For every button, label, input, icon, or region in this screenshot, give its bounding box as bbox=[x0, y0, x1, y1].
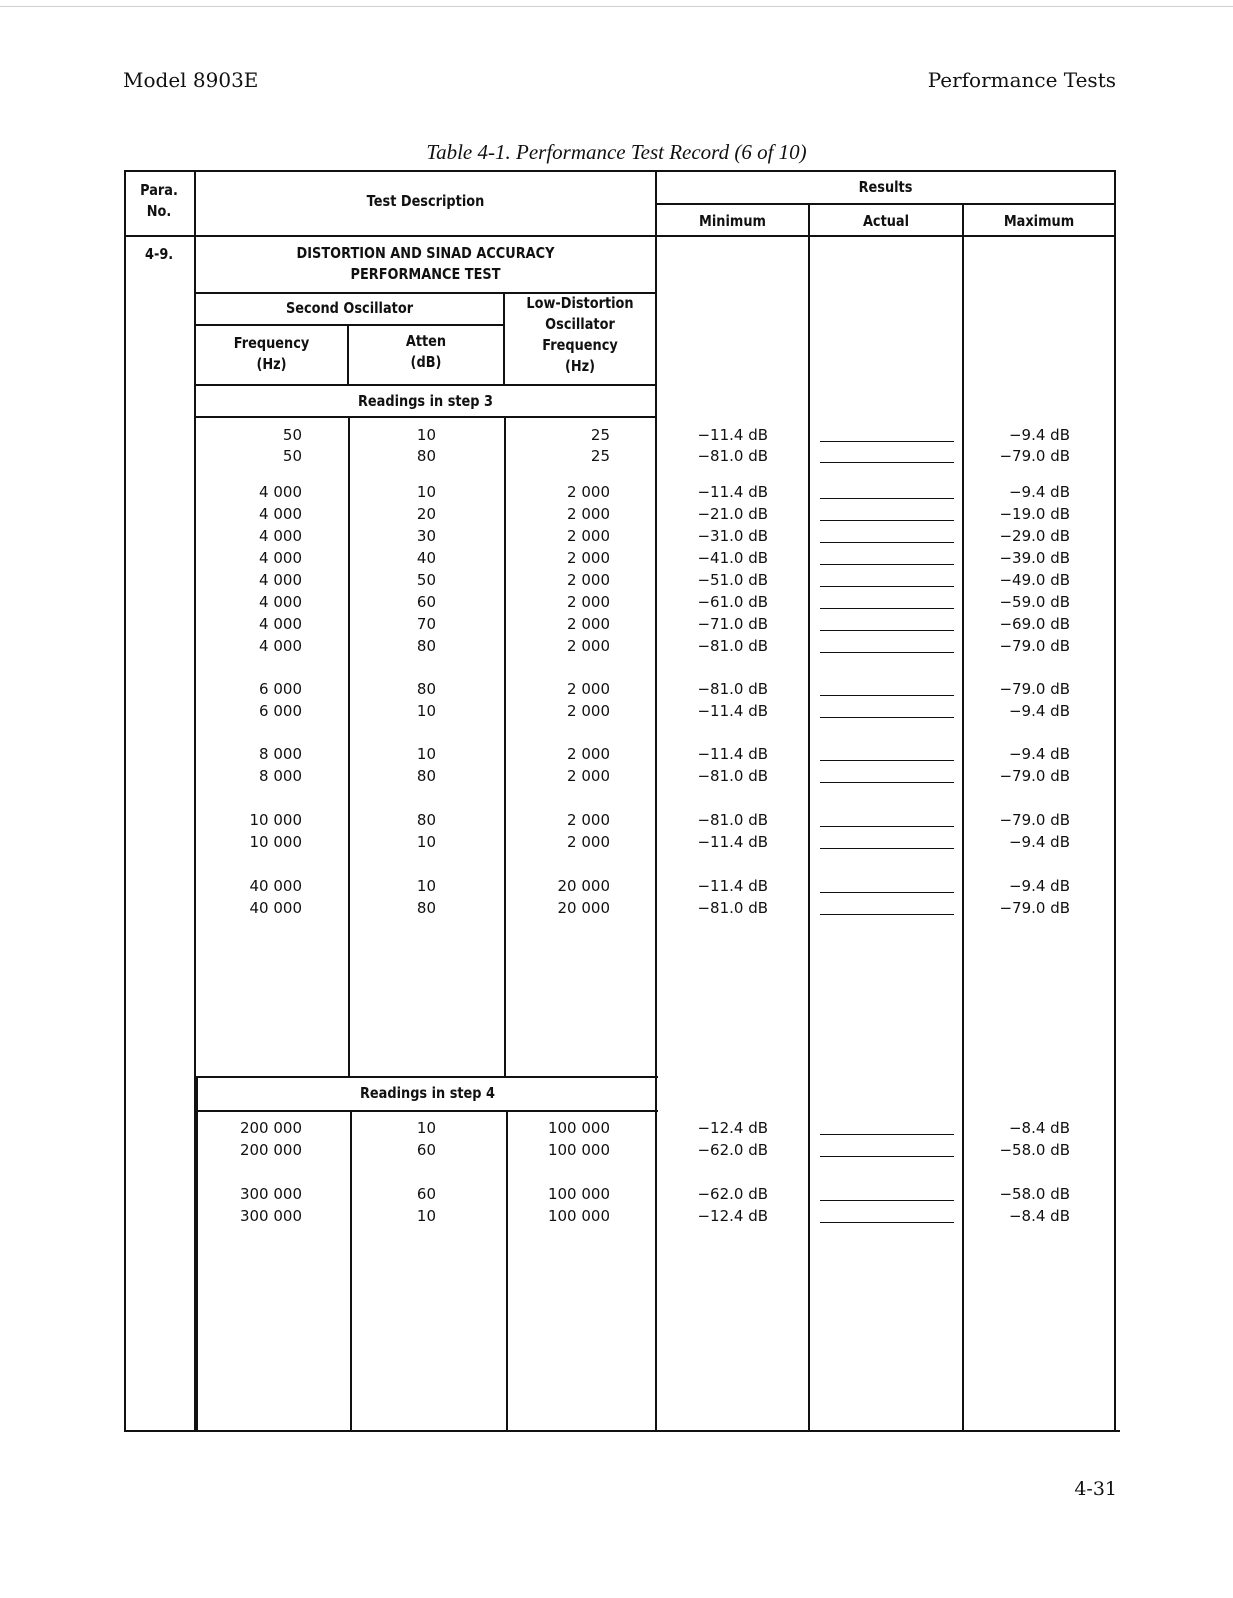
table-row: 4 000 50 2 000 −51.0 dB −49.0 dB bbox=[259, 571, 1070, 589]
table-row: 300 000 10 100 000 −12.4 dB −8.4 dB bbox=[239, 1207, 1070, 1225]
col-results-header: Results bbox=[858, 178, 913, 196]
table-row: 6 000 10 2 000 −11.4 dB −9.4 dB bbox=[259, 702, 1070, 720]
actual-blank[interactable] bbox=[820, 563, 954, 565]
table-row: 4 000 40 2 000 −41.0 dB −39.0 dB bbox=[259, 549, 1070, 567]
table-row: 40 000 10 20 000 −11.4 dB −9.4 dB bbox=[249, 877, 1070, 895]
table-row: 4 000 60 2 000 −61.0 dB −59.0 dB bbox=[259, 593, 1070, 611]
header-section: Performance Tests bbox=[927, 68, 1116, 92]
table-row: 200 000 10 100 000 −12.4 dB −8.4 dB bbox=[239, 1119, 1070, 1137]
page-number: 4-31 bbox=[1074, 1478, 1117, 1500]
table-row: 10 000 80 2 000 −81.0 dB −79.0 dB bbox=[249, 811, 1070, 829]
atten-db-label: Atten (dB) bbox=[405, 332, 447, 371]
actual-blank[interactable] bbox=[820, 847, 954, 849]
table-row: 8 000 10 2 000 −11.4 dB −9.4 dB bbox=[259, 745, 1070, 763]
test-title: DISTORTION AND SINAD ACCURACY PERFORMANCE TEST bbox=[296, 244, 555, 283]
table-row: 50 80 25 −81.0 dB −79.0 dB bbox=[282, 447, 1070, 465]
table-row: 50 10 25 −11.4 dB −9.4 dB bbox=[282, 426, 1070, 444]
actual-blank[interactable] bbox=[820, 585, 954, 587]
table-row: 4 000 20 2 000 −21.0 dB −19.0 dB bbox=[259, 505, 1070, 523]
actual-blank[interactable] bbox=[820, 1199, 954, 1201]
actual-blank[interactable] bbox=[820, 1155, 954, 1157]
table-caption: Table 4-1. Performance Test Record (6 of 10) bbox=[426, 140, 807, 164]
actual-blank[interactable] bbox=[820, 541, 954, 543]
actual-blank[interactable] bbox=[820, 825, 954, 827]
actual-blank[interactable] bbox=[820, 1133, 954, 1135]
col-actual-header: Actual bbox=[862, 212, 910, 230]
actual-blank[interactable] bbox=[820, 913, 954, 915]
actual-blank[interactable] bbox=[820, 519, 954, 521]
table-row: 6 000 80 2 000 −81.0 dB −79.0 dB bbox=[259, 680, 1070, 698]
header-model: Model 8903E bbox=[123, 68, 259, 92]
col-min-header: Minimum bbox=[699, 212, 766, 230]
actual-blank[interactable] bbox=[820, 629, 954, 631]
para-number: 4-9. bbox=[145, 245, 174, 263]
table-row: 8 000 80 2 000 −81.0 dB −79.0 dB bbox=[259, 767, 1070, 785]
actual-blank[interactable] bbox=[820, 716, 954, 718]
table-row: 300 000 60 100 000 −62.0 dB −58.0 dB bbox=[239, 1185, 1070, 1203]
actual-blank[interactable] bbox=[820, 497, 954, 499]
table-row: 4 000 70 2 000 −71.0 dB −69.0 dB bbox=[259, 615, 1070, 633]
actual-blank[interactable] bbox=[820, 651, 954, 653]
table-row: 4 000 80 2 000 −81.0 dB −79.0 dB bbox=[259, 637, 1070, 655]
col-desc-header: Test Description bbox=[366, 192, 485, 210]
table-row: 4 000 30 2 000 −31.0 dB −29.0 dB bbox=[259, 527, 1070, 545]
actual-blank[interactable] bbox=[820, 759, 954, 761]
actual-blank[interactable] bbox=[820, 440, 954, 442]
table-row: 4 000 10 2 000 −11.4 dB −9.4 dB bbox=[259, 483, 1070, 501]
ldo-frequency-label: Low-Distortion Oscillator Frequency (Hz) bbox=[526, 294, 634, 375]
col-max-header: Maximum bbox=[1003, 212, 1075, 230]
table-row: 200 000 60 100 000 −62.0 dB −58.0 dB bbox=[239, 1141, 1070, 1159]
col-para-header: Para. No. bbox=[140, 181, 178, 220]
second-oscillator-label: Second Oscillator bbox=[285, 299, 414, 317]
readings-step4-label: Readings in step 4 bbox=[359, 1084, 496, 1102]
actual-blank[interactable] bbox=[820, 694, 954, 696]
table-row: 10 000 10 2 000 −11.4 dB −9.4 dB bbox=[249, 833, 1070, 851]
frequency-hz-label: Frequency (Hz) bbox=[233, 334, 310, 373]
actual-blank[interactable] bbox=[820, 781, 954, 783]
actual-blank[interactable] bbox=[820, 891, 954, 893]
actual-blank[interactable] bbox=[820, 607, 954, 609]
table-row: 40 000 80 20 000 −81.0 dB −79.0 dB bbox=[249, 899, 1070, 917]
actual-blank[interactable] bbox=[820, 1221, 954, 1223]
actual-blank[interactable] bbox=[820, 461, 954, 463]
readings-step3-label: Readings in step 3 bbox=[357, 392, 494, 410]
